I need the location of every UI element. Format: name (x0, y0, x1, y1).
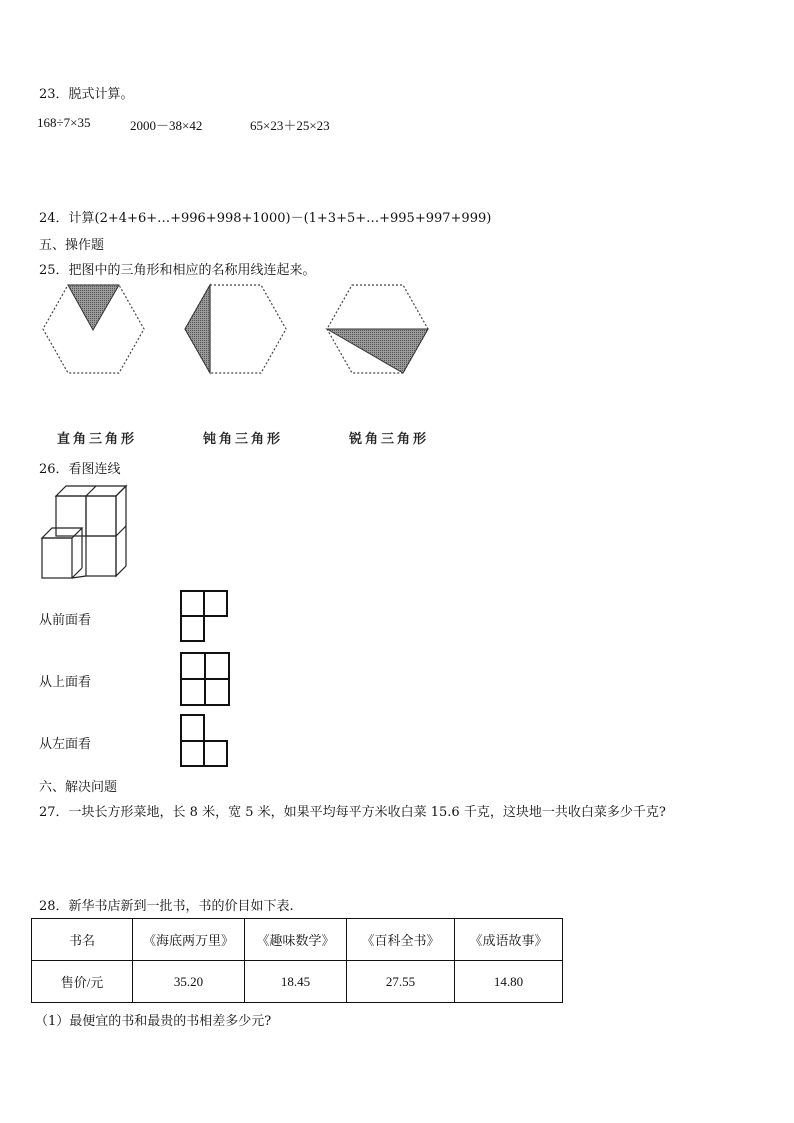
hexagon-figure-3 (327, 285, 428, 373)
q23-expr-2: 2000－38×42 (130, 118, 203, 133)
table-header-row (32, 919, 563, 961)
table-cell: 《百科全书》 (347, 919, 455, 961)
hexagon-figure-1 (43, 285, 144, 373)
label-obtuse-triangle: 钝角三角形 (203, 432, 284, 447)
q28-sub-question-1: （1）最便宜的书和最贵的书相差多少元? (35, 1014, 272, 1029)
q28-title: 28．新华书店新到一批书，书的价目如下表. (39, 899, 294, 914)
q26-title: 26．看图连线 (39, 462, 121, 477)
cube-stack-figure (38, 484, 138, 584)
table-row (32, 961, 563, 1003)
view-shape-b (180, 652, 240, 712)
view-shape-a (180, 590, 240, 650)
label-acute-triangle: 锐角三角形 (349, 432, 430, 447)
q27-title: 27．一块长方形菜地，长 8 米，宽 5 米，如果平均每平方米收白菜 15.6 千克，这块地一共收白菜多少千克? (39, 805, 666, 820)
view-shape-c (180, 714, 240, 774)
table-cell: 《成语故事》 (455, 919, 563, 961)
table-cell: 书名 (32, 919, 133, 961)
table-cell: 18.45 (245, 961, 347, 1003)
q23-expr-3: 65×23＋25×23 (250, 118, 330, 133)
hexagon-figure-2 (185, 285, 286, 373)
label-right-triangle: 直角三角形 (57, 432, 138, 447)
q23-expr-1: 168÷7×35 (37, 115, 91, 130)
view-label-front: 从前面看 (39, 613, 92, 628)
table-cell: 14.80 (455, 961, 563, 1003)
table-cell: 27.55 (347, 961, 455, 1003)
section-6-title: 六、解决问题 (39, 780, 118, 795)
table-cell: 《海底两万里》 (133, 919, 245, 961)
table-cell: 《趣味数学》 (245, 919, 347, 961)
table-cell: 35.20 (133, 961, 245, 1003)
q25-hexagon-figures (0, 282, 794, 402)
table-cell: 售价/元 (32, 961, 133, 1003)
q25-title: 25．把图中的三角形和相应的名称用线连起来。 (39, 263, 316, 278)
view-label-left: 从左面看 (39, 737, 92, 752)
q23-title: 23．脱式计算。 (39, 87, 134, 102)
section-5-title: 五、操作题 (39, 238, 105, 253)
book-price-table (31, 918, 563, 1003)
q24-title: 24．计算(2+4+6+…+996+998+1000)－(1+3+5+…+995+997+999) (39, 211, 492, 226)
view-label-top: 从上面看 (39, 675, 92, 690)
